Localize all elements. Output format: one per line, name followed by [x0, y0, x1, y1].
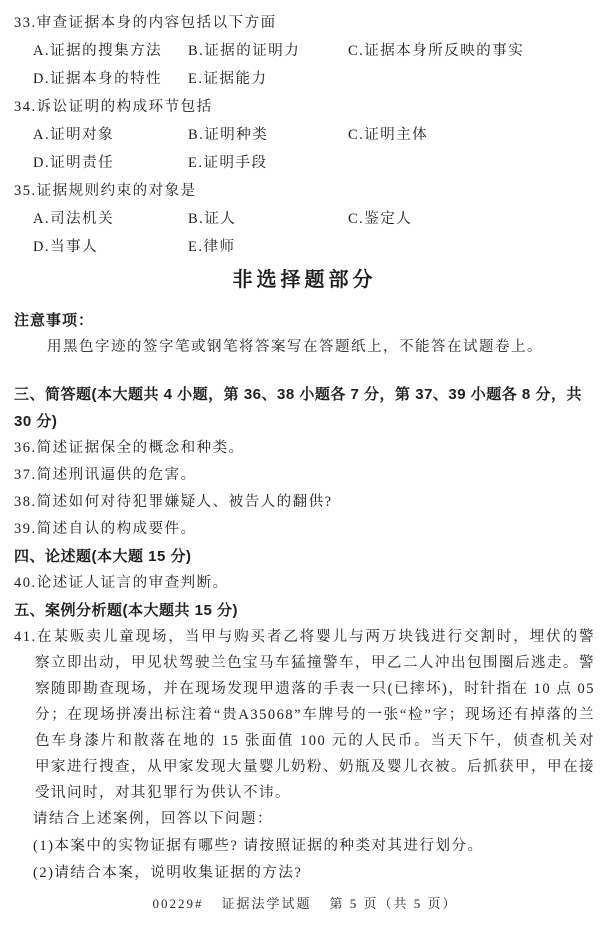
option-35-a: A.司法机关 — [33, 211, 115, 227]
section3-heading: 三、简答题(本大题共 4 小题，第 36、38 小题各 7 分，第 37、39 小题各 8 分，共 30 分) — [14, 386, 582, 430]
section4-heading: 四、论述题(本大题 15 分) — [14, 548, 192, 565]
question-33-options-row-2 — [14, 65, 595, 93]
option-33-blank — [348, 65, 595, 93]
question-41 — [14, 624, 595, 806]
case-subquestion-1: (1)本案中的实物证据有哪些? 请按照证据的种类对其进行划分。 — [33, 838, 484, 854]
option-34-b: B.证明种类 — [188, 127, 269, 143]
question-34-number: 34. — [14, 99, 37, 115]
option-33-e: E.证据能力 — [188, 71, 268, 87]
case-subquestion-2: (2)请结合本案，说明收集证据的方法? — [33, 865, 303, 881]
question-33-options-row-1 — [14, 37, 595, 65]
question-34-options-row-2 — [14, 149, 595, 177]
question-37: 37.简述刑讯逼供的危害。 — [14, 467, 197, 483]
question-33-number: 33. — [14, 15, 37, 31]
option-33-c: C.证据本身所反映的事实 — [348, 43, 525, 59]
notice-label: 注意事项： — [14, 312, 95, 329]
mc-questions — [14, 9, 595, 261]
option-35-c: C.鉴定人 — [348, 211, 413, 227]
footer-exam-code: 00229# — [152, 896, 204, 911]
question-39: 39.简述自认的构成要件。 — [14, 521, 197, 537]
question-35-number: 35. — [14, 183, 37, 199]
section5-heading: 五、案例分析题(本大题共 15 分) — [14, 602, 239, 619]
case-prompt: 请结合上述案例，回答以下问题： — [33, 811, 273, 827]
option-33-a: A.证据的搜集方法 — [33, 43, 163, 59]
question-34-stem: 诉讼证明的构成环节包括 — [36, 99, 213, 115]
page-footer — [0, 893, 610, 912]
option-34-d: D.证明责任 — [33, 155, 115, 171]
footer-page-number: 第 5 页（共 5 页） — [329, 896, 458, 911]
question-41-number: 41. — [14, 629, 37, 645]
notice-text: 用黑色字迹的签字笔或钢笔将答案写在答题纸上，不能答在试题卷上。 — [47, 339, 543, 355]
question-34-options-row-1 — [14, 121, 595, 149]
question-38: 38.简述如何对待犯罪嫌疑人、被告人的翻供? — [14, 494, 333, 510]
question-41-text: 在某贩卖儿童现场，当甲与购买者乙将婴儿与两万块钱进行交割时，埋伏的警察立即出动，甲见状驾驶兰色宝马车猛撞警车，甲乙二人冲出包围圈后逃走。警察随即勘查现场，并在现场发现甲遗落的手表一只(已摔坏)，时针指在 10 点 05 分；在现场拼凑出标注着“贵A35068”车牌号的一张“检”字；现场还有掉落的兰色车身漆片和散落在地的 15 张面值 100 元的人民币。当天下午，侦查机关对甲家进行搜查，从甲家发现大量婴儿奶粉、奶瓶及婴儿衣被。后抓获甲，甲在接受讯问时，对其犯罪行为供认不讳。 — [35, 629, 595, 801]
option-34-e: E.证明手段 — [188, 155, 268, 171]
option-35-d: D.当事人 — [33, 239, 99, 255]
question-34 — [14, 93, 595, 121]
option-34-blank — [348, 149, 595, 177]
option-34-a: A.证明对象 — [33, 127, 115, 143]
question-35-stem: 证据规则约束的对象是 — [36, 183, 197, 199]
question-40: 40.论述证人证言的审查判断。 — [14, 575, 229, 591]
question-35 — [14, 177, 595, 205]
question-33 — [14, 9, 595, 37]
question-36: 36.简述证据保全的概念和种类。 — [14, 440, 245, 456]
section-title: 非选择题部分 — [232, 269, 377, 291]
option-33-d: D.证据本身的特性 — [33, 71, 163, 87]
question-35-options-row-1 — [14, 205, 595, 233]
option-34-c: C.证明主体 — [348, 127, 429, 143]
option-35-e: E.律师 — [188, 239, 236, 255]
question-33-stem: 审查证据本身的内容包括以下方面 — [36, 15, 277, 31]
question-35-options-row-2 — [14, 233, 595, 261]
footer-exam-title: 证据法学试题 — [221, 896, 312, 911]
option-35-b: B.证人 — [188, 211, 237, 227]
option-35-blank — [348, 233, 595, 261]
option-33-b: B.证据的证明力 — [188, 43, 301, 59]
